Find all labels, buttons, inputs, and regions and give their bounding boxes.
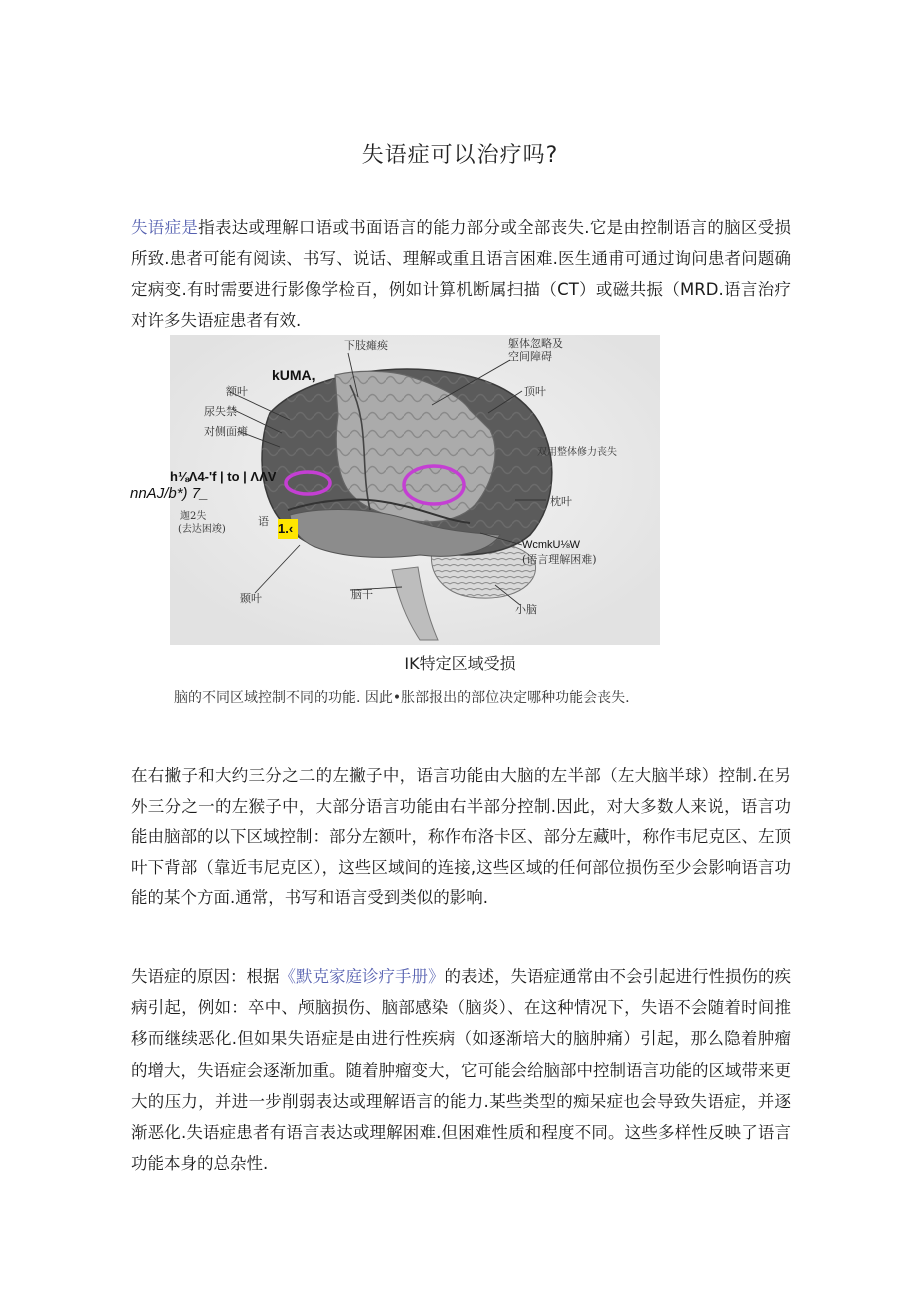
label-neglect-2: 空间障碍 bbox=[508, 350, 552, 363]
manual-link[interactable]: 《默克家庭诊疗手册》 bbox=[279, 967, 445, 986]
label-neglect-1: 躯体忽略及 bbox=[508, 337, 563, 350]
brain-figure bbox=[130, 335, 660, 645]
label-lower-limb: 下肢瘫痪 bbox=[344, 339, 388, 352]
label-temporal: 颞叶 bbox=[240, 592, 262, 605]
label-comprehension: (语言理解困难) bbox=[522, 553, 597, 566]
intro-text: 指表达或理解口语或书面语言的能力部分或全部丧失.它是由控制语言的脑区受损所致.患者可能有阅读、书写、说话、理解或重且语言困难.医生通甫可通过询问患者问题确定病变.有时需要进行影像学检百，例如计算机断属扫描（CT）或磁共振（MRD.语言治疗对许多失语症患者有效. bbox=[131, 218, 791, 330]
ocr-text-3: nnAJ/b*) 7_ bbox=[130, 485, 209, 502]
label-loss: 迦2失 bbox=[180, 511, 207, 522]
ocr-text-4: 1.‹ bbox=[278, 521, 294, 536]
body-paragraph-2: 在右撇子和大约三分之二的左撇子中，语言功能由大脑的左半部（左大脑半球）控制.在另外三分之一的左猴子中，大部分语言功能由右半部分控制.因此，对大多数人来说，语言功能由脑部的以下区域控制：部分左额叶，称作布洛卡区、部分左藏叶，称作韦尼克区、左顶叶下背部（靠近韦尼克区），这些区域间的连接,这些区域的任何部位损伤至少会影响语言功能的某个方面.通常，书写和语言受到类似的影响. bbox=[131, 766, 791, 907]
label-cerebellum: 小脑 bbox=[515, 603, 537, 616]
page-title: 失语症可以治疗吗? bbox=[361, 143, 559, 168]
figure-caption: IK特定区域受损 bbox=[404, 654, 516, 673]
ocr-text-5: WcmkU⅛W bbox=[522, 539, 581, 551]
label-hemiplegia: 对侧面瘫 bbox=[204, 425, 248, 438]
label-occipital: 枕叶 bbox=[550, 495, 572, 508]
label-word-fragment: 语 bbox=[258, 515, 269, 528]
ocr-text-2: h⅛Λ4-'f | to | ΛΛV bbox=[170, 469, 277, 484]
body-paragraph-3 bbox=[131, 961, 791, 1179]
para3-prefix: 失语症的原因：根据 bbox=[131, 967, 280, 986]
label-bilateral: 双用整体修力丧失 bbox=[537, 447, 617, 458]
label-brainstem: 脑干 bbox=[351, 588, 373, 601]
ocr-text-1: kUMA, bbox=[272, 367, 316, 383]
figure-note: 脑的不同区域控制不同的功能. 因此•胀部报出的部位决定哪种功能会丧失. bbox=[174, 690, 630, 706]
label-parietal: 顶叶 bbox=[524, 385, 546, 398]
label-expression: (去达困竣) bbox=[178, 524, 226, 535]
label-incontinence: 尿失禁 bbox=[204, 405, 237, 418]
para3-text: 的表述，失语症通常由不会引起进行性损伤的疾病引起，例如：卒中、颅脑损伤、脑部感染（脑炎）、在这种情况下，失语不会随着时间推移而继续恶化.但如果失语症是由进行性疾病（如逐渐培大的脑肿痛）引起，那么隐着肿瘤的增大，失语症会逐渐加重。随着肿瘤变大，它可能会给脑部中控制语言功能的区域带来更大的压力，并进一步削弱表达或理解语言的能力.某些类型的痴呆症也会导致失语症，并逐渐恶化.失语症患者有语言表达或理解困难.但困难性质和程度不同。这些多样性反映了语言功能本身的总杂性. bbox=[131, 967, 791, 1174]
term-link[interactable]: 失语症是 bbox=[131, 218, 199, 237]
intro-paragraph bbox=[131, 212, 791, 336]
label-frontal: 额叶 bbox=[226, 385, 248, 398]
